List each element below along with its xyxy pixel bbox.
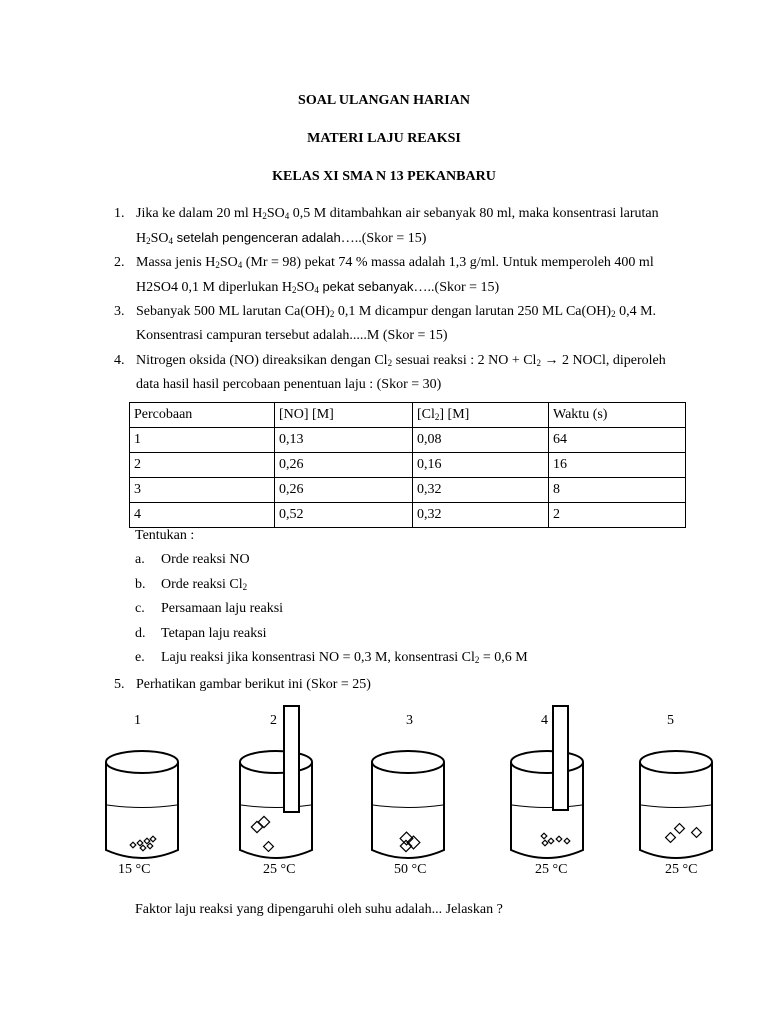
question-2-line-1: Massa jenis $H_2SO_4$ (Mr = 98) pekat 74 % massa adalah 1,3 g/ml. Untuk memperoleh 400 ml (136, 255, 654, 270)
table-cell: 0,26 (275, 478, 413, 503)
beaker-number-5: 5 (667, 713, 674, 728)
pieces-small (130, 836, 156, 851)
table-cell: 0,52 (275, 503, 413, 528)
beaker-3 (372, 751, 444, 858)
question-1-line-2: $H_2SO_4$ setelah pengenceran adalah…..(Skor = 15) (136, 230, 427, 246)
experiment-table (129, 402, 686, 528)
table-cell: 0,16 (413, 453, 549, 478)
table-cell: 2 (130, 453, 275, 478)
question-4-line-2: data hasil hasil percobaan penentuan laju : (Skor = 30) (136, 377, 442, 392)
beaker-4 (511, 706, 583, 858)
beaker-temp-4: 25 °C (535, 862, 568, 877)
table-header-cell: [NO] [M] (275, 403, 413, 428)
question-number: 2. (114, 255, 125, 270)
beaker-temp-3: 50 °C (394, 862, 427, 877)
beaker-2 (240, 706, 312, 858)
beaker-1 (106, 751, 178, 858)
beaker-temp-5: 25 °C (665, 862, 698, 877)
table-row (130, 428, 686, 453)
table-header-cell: Percobaan (130, 403, 275, 428)
beaker-temp-1: 15 °C (118, 862, 151, 877)
beaker-number-2: 2 (270, 713, 277, 728)
question-2 (114, 251, 684, 300)
thermometer (284, 706, 299, 812)
question-3-line-2: Konsentrasi campuran tersebut adalah.....M (Skor = 15) (136, 328, 448, 343)
table-header-cell: Waktu (s) (549, 403, 686, 428)
table-cell: 1 (130, 428, 275, 453)
beaker-number-3: 3 (406, 713, 413, 728)
title-line-1: SOAL ULANGAN HARIAN (298, 93, 470, 108)
table-header-cell: $[Cl_2]$ [M] (413, 403, 549, 428)
beaker-temp-2: 25 °C (263, 862, 296, 877)
table-cell: 16 (549, 453, 686, 478)
table-cell: 8 (549, 478, 686, 503)
table-cell: 3 (130, 478, 275, 503)
table-row (130, 453, 686, 478)
question-2-line-2: H2SO4 0,1 M diperlukan $H_2SO_4$ pekat sebanyak…..(Skor = 15) (136, 279, 500, 295)
table-row (130, 478, 686, 503)
table-cell: 4 (130, 503, 275, 528)
table-cell: 0,32 (413, 478, 549, 503)
beaker-number-4: 4 (541, 713, 548, 728)
final-question: Faktor laju reaksi yang dipengaruhi oleh suhu adalah... Jelaskan ? (135, 902, 503, 917)
table-cell: 0,08 (413, 428, 549, 453)
table-cell: 64 (549, 428, 686, 453)
question-3-line-1: Sebanyak 500 ML larutan $Ca(OH)_2$ 0,1 M dicampur dengan larutan 250 ML $Ca(OH)_2$ 0,4 M. (136, 304, 657, 319)
question-4 (114, 349, 684, 397)
table-row (130, 503, 686, 528)
thermometer (553, 706, 568, 810)
beaker-5 (640, 751, 712, 858)
question-5-line-1: Perhatikan gambar berikut ini (Skor = 25) (136, 677, 371, 692)
table-cell: 0,32 (413, 503, 549, 528)
question-4-line-1: Nitrogen oksida (NO) direaksikan dengan $Cl_2$ sesuai reaksi : 2 NO + $Cl_2 \to 2$ NOCl, diperoleh (136, 353, 666, 368)
question-number: 1. (114, 206, 125, 221)
question-number: 3. (114, 304, 125, 319)
beaker-number-1: 1 (134, 713, 141, 728)
question-1-line-1: Jika ke dalam 20 ml $H_2SO_4$ 0,5 M ditambahkan air sebanyak 80 ml, maka konsentrasi larutan (136, 206, 659, 221)
question-3 (114, 300, 684, 348)
title-line-2: MATERI LAJU REAKSI (307, 131, 461, 146)
question-5 (114, 673, 684, 697)
worksheet-page: SOAL ULANGAN HARIAN MATERI LAJU REAKSI KELAS XI SMA N 13 PEKANBARU 1. Jika ke dalam 20 ml $H_2SO_4$ 0,5 M ditambahkan air sebanyak 80 ml, maka konsentrasi larutan $H_2SO_4$ setelah pengenceran adalah…..(Skor = 15) 2. Massa jenis $H_2SO_4$ (Mr = 98) pekat 74 % massa adalah 1,3 g/ml. Untuk memperoleh 400 ml H2SO4 0,1 M diperlukan $H_2SO_4$ pekat sebanyak…..(Skor = 15) 3. Sebanyak 500 ML larutan $Ca(OH)_2$ 0,1 M dicampur dengan larutan 250 ML $Ca(OH)_2$ 0,4 M. Konsentrasi campuran tersebut adalah.....M (Skor = 15) 4. Nitrogen oksida (NO) direaksikan dengan $Cl_2$ sesuai reaksi : 2 NO + $Cl_2 \to 2$ NOCl, diperoleh data hasil hasil percobaan penentuan laju : (Skor = 30) Percobaan [NO] [M] $[Cl_2]$ [M] Waktu (s) 1 0,13 0,08 64 2 0,26 0,16 16 3 0,26 0,32 8 4 0,52 0,32 2 Tentukan : a. Orde reaksi NO b. Orde reaksi $Cl_2$ c. Persamaan laju reaksi d. Tetapan laju reaksi e. Laju reaksi jika konsentrasi NO = 0,3 M, konsentrasi $Cl_2 = 0,6$ M 5. Perhatikan gambar berikut ini (Skor = 25) 1 2 3 4 5 15 °C 25 °C 50 °C 25 °C 25 °C Faktor laju reaksi yang dipengaruhi oleh suhu adalah... Jelaskan ? (0, 0, 768, 1024)
title-line-3: KELAS XI SMA N 13 PEKANBARU (272, 169, 496, 184)
tentukan-label: Tentukan : (135, 528, 195, 543)
question-number: 5. (114, 677, 125, 692)
table-cell: 2 (549, 503, 686, 528)
question-1 (114, 202, 684, 251)
beakers-figure (0, 700, 768, 860)
table-cell: 0,13 (275, 428, 413, 453)
table-header-row (130, 403, 686, 428)
question-number: 4. (114, 353, 125, 368)
table-cell: 0,26 (275, 453, 413, 478)
